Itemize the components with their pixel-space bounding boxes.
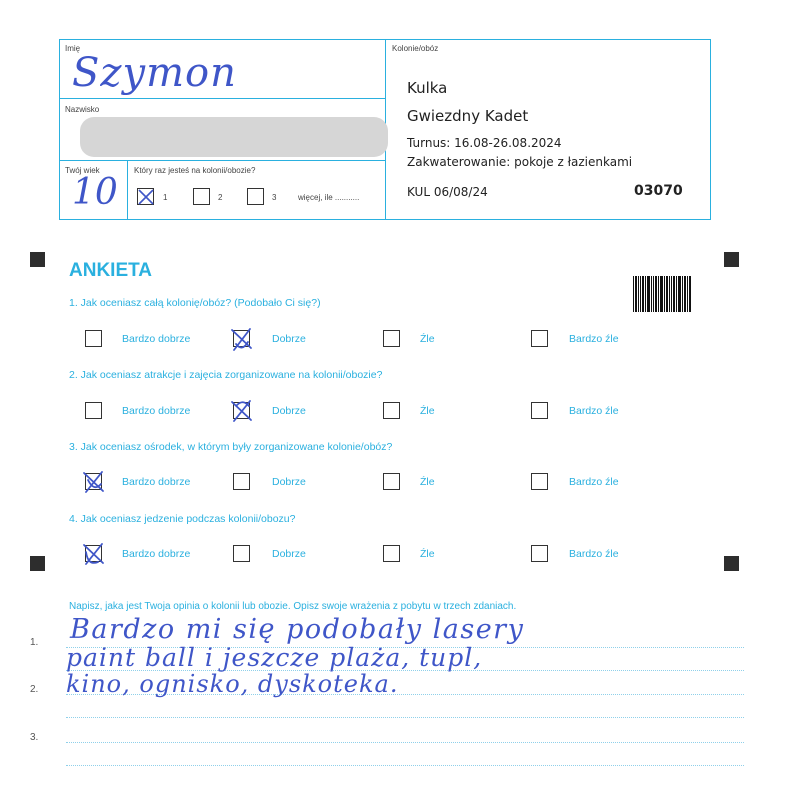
q3-label-bardzo-dobrze: Bardzo dobrze: [122, 476, 191, 488]
camp-program: Gwiezdny Kadet: [407, 107, 529, 125]
writing-line-3b: [66, 765, 744, 766]
handwriting-line-2: paint ball i jeszcze plaża, tupl,: [66, 643, 483, 672]
camp-label: Kolonie/obóz: [392, 44, 439, 53]
q4-label-zle: Źle: [420, 548, 435, 560]
times-option-3: 3: [272, 193, 277, 202]
camp-name: Kulka: [407, 79, 448, 97]
question-1: 1. Jak oceniasz całą kolonię/obóz? (Podobało Ci się?): [69, 297, 321, 309]
question-2: 2. Jak oceniasz atrakcje i zajęcia zorganizowane na kolonii/obozie?: [69, 369, 383, 381]
times-option-2: 2: [218, 193, 223, 202]
q2-label-bardzo-dobrze: Bardzo dobrze: [122, 405, 191, 417]
q1-label-bardzo-zle: Bardzo źle: [569, 333, 619, 345]
q3-label-zle: Źle: [420, 476, 435, 488]
form-number: 03070: [634, 183, 683, 199]
writing-line-2b: [66, 717, 744, 718]
times-option-1: 1: [163, 193, 168, 202]
q2-label-zle: Źle: [420, 405, 435, 417]
survey-title: ANKIETA: [69, 260, 153, 281]
q2-label-dobrze: Dobrze: [272, 405, 306, 417]
times-label: Który raz jesteś na kolonii/obozie?: [134, 166, 256, 175]
times-more: więcej, ile ...........: [298, 193, 360, 202]
q1-label-dobrze: Dobrze: [272, 333, 306, 345]
camp-turnus: Turnus: 16.08-26.08.2024: [407, 136, 562, 150]
age-handwritten: 10: [72, 172, 118, 213]
q3-label-bardzo-zle: Bardzo źle: [569, 476, 619, 488]
question-4: 4. Jak oceniasz jedzenie podczas kolonii/obozu?: [69, 513, 296, 525]
name-handwritten: Szymon: [72, 50, 237, 96]
camp-code: KUL 06/08/24: [407, 185, 488, 199]
handwriting-line-1: Bardzo mi się podobały lasery: [70, 614, 525, 645]
q4-label-dobrze: Dobrze: [272, 548, 306, 560]
q4-label-bardzo-zle: Bardzo źle: [569, 548, 619, 560]
q4-label-bardzo-dobrze: Bardzo dobrze: [122, 548, 191, 560]
q3-label-dobrze: Dobrze: [272, 476, 306, 488]
name-label: Imię: [65, 44, 81, 53]
q1-label-bardzo-dobrze: Bardzo dobrze: [122, 333, 191, 345]
line-number-1: 1.: [30, 637, 39, 648]
q1-label-zle: Źle: [420, 333, 435, 345]
question-3: 3. Jak oceniasz ośrodek, w którym były zorganizowane kolonie/obóz?: [69, 441, 393, 453]
handwriting-line-3: kino, ognisko, dyskoteka.: [66, 670, 399, 698]
age-label: Twój wiek: [65, 166, 100, 175]
line-number-3: 3.: [30, 732, 39, 743]
surname-label: Nazwisko: [65, 105, 100, 114]
writing-line-3a: [66, 742, 744, 743]
camp-lodging: Zakwaterowanie: pokoje z łazienkami: [407, 155, 633, 169]
opinion-prompt: Napisz, jaka jest Twoja opinia o kolonii lub obozie. Opisz swoje wrażenia z pobytu w trzech zdaniach.: [69, 601, 517, 612]
q2-label-bardzo-zle: Bardzo źle: [569, 405, 619, 417]
line-number-2: 2.: [30, 684, 39, 695]
